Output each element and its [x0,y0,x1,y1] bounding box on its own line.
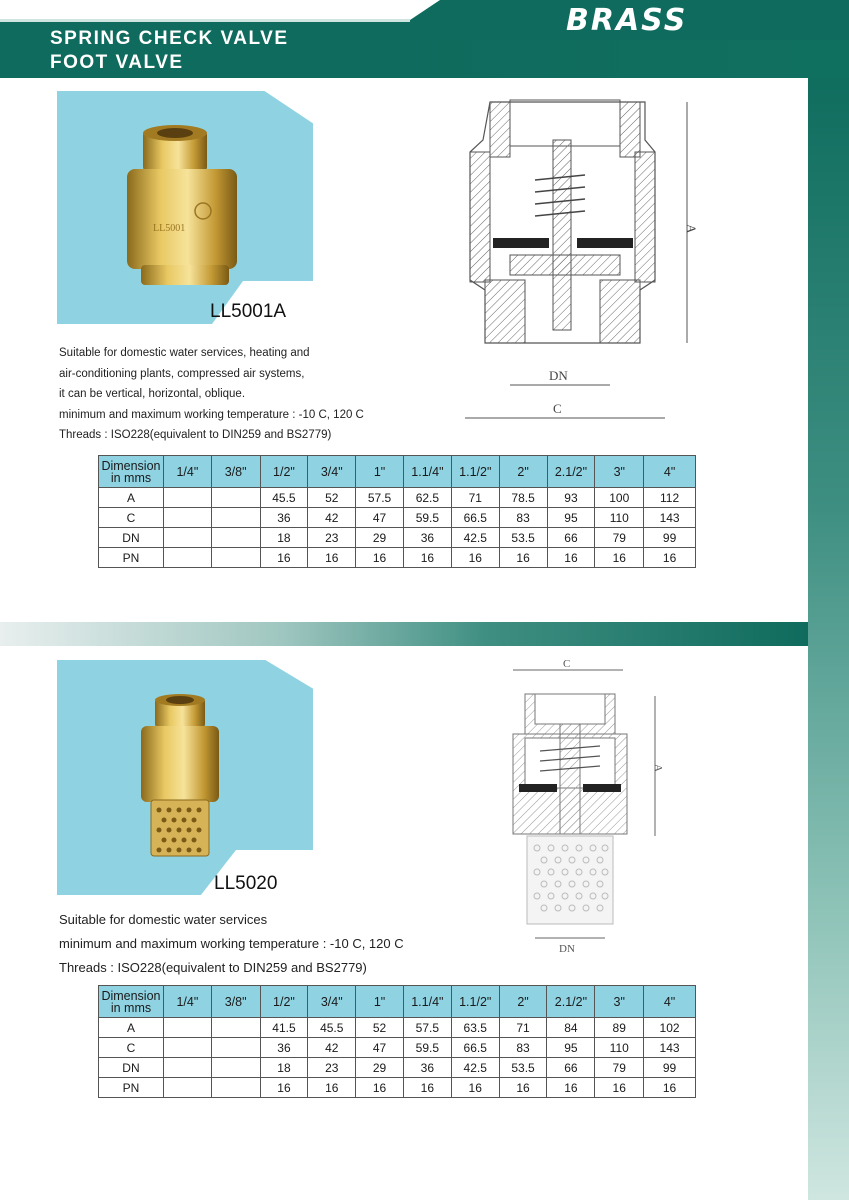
check-valve-photo [57,91,313,324]
table-cell: 78.5 [499,488,547,508]
product2-description: Suitable for domestic water services minimum and maximum working temperature : -10 C, 120 C Threads : ISO228(equivalent to DIN259 and BS2779) [59,912,404,975]
table-cell: 99 [644,1058,696,1078]
page-title-line1: SPRING CHECK VALVE [50,28,289,49]
table-cell: 16 [403,548,451,568]
product1-dimension-table [98,455,696,568]
table-cell: 16 [547,548,595,568]
table-cell [163,1018,211,1038]
label-dn: DN [549,368,568,383]
table-cell: 16 [451,548,499,568]
page-header [0,0,849,80]
table-cell: 95 [547,508,595,528]
table-cell: 45.5 [308,1018,356,1038]
table-cell [211,508,260,528]
table-cell: 41.5 [260,1018,308,1038]
table-cell: 29 [356,1058,404,1078]
table-cell: 16 [260,548,308,568]
table-cell [163,488,211,508]
table-cell: 143 [644,508,696,528]
table-cell: 52 [308,488,356,508]
table-cell: 16 [595,548,644,568]
table-cell: 42.5 [451,528,499,548]
product2-photo-frame [57,660,313,895]
table-cell [163,548,211,568]
brand-label: BRASS [566,3,688,38]
table-cell [211,528,260,548]
foot-valve-photo [57,660,313,895]
dimension-header: Dimension in mms [99,986,164,1018]
table-cell: 42 [308,508,356,528]
table-cell: 66.5 [451,1038,499,1058]
table-cell: 36 [260,1038,308,1058]
table-cell: 79 [595,1058,644,1078]
table-row [99,488,696,508]
table-cell: 53.5 [499,528,547,548]
table-row [99,528,696,548]
dimension-header: Dimension in mms [99,456,164,488]
table-cell: 23 [308,528,356,548]
table-cell: 110 [595,508,644,528]
table-cell: 42.5 [451,1058,499,1078]
table-cell: 42 [308,1038,356,1058]
table-cell [163,508,211,528]
table-cell: 16 [644,1078,696,1098]
table-cell: 57.5 [356,488,404,508]
label-c: C [553,401,562,416]
product2-section-drawing [495,656,670,961]
product1-description: Suitable for domestic water services, heating and air-conditioning plants, compressed air systems, it can be vertical, horizontal, oblique. minimum and maximum working temperature : -10 C, 120 C Threads : ISO228(equivalent to DIN259 and BS2779) [59,347,364,441]
table-cell: 100 [595,488,644,508]
table-cell: 36 [403,1058,451,1078]
table-cell: 16 [644,548,696,568]
table-cell: 16 [595,1078,644,1098]
table-cell: 59.5 [403,1038,451,1058]
table-cell: 47 [356,1038,404,1058]
product1-model: LL5001A [210,301,287,322]
table-cell: 71 [499,1018,547,1038]
right-decor-strip [808,48,849,1200]
table-cell: 52 [356,1018,404,1038]
table-cell: 45.5 [260,488,308,508]
table-cell [163,1038,211,1058]
table-row [99,508,696,528]
page-title-line2: FOOT VALVE [50,52,184,73]
table-cell: 18 [260,528,308,548]
table-cell [211,1078,260,1098]
table-cell: 57.5 [403,1018,451,1038]
row-label: DN [99,528,164,548]
table-cell: 99 [644,528,696,548]
table-cell: 79 [595,528,644,548]
svg-text:LL5001: LL5001 [153,223,186,234]
table-cell: 93 [547,488,595,508]
table-cell: 143 [644,1038,696,1058]
row-label: DN [99,1058,164,1078]
table-row [99,1038,696,1058]
table-cell: 16 [499,548,547,568]
table-cell: 102 [644,1018,696,1038]
table-cell: 29 [356,528,404,548]
table-header-row: Dimension in mms 1/4" 3/8" 1/2" 3/4" 1" 1.1/4" 1.1/2" 2" 2.1/2" 3" 4" [99,986,696,1018]
product1-photo-frame [57,91,313,324]
table-cell: 16 [356,1078,404,1098]
section-divider [0,622,808,646]
table-cell [163,1078,211,1098]
product1-section-drawing [455,80,705,425]
table-cell: 16 [451,1078,499,1098]
table-cell: 71 [451,488,499,508]
table-cell: 110 [595,1038,644,1058]
table-cell [163,1058,211,1078]
table-row [99,1078,696,1098]
table-row [99,548,696,568]
table-cell: 62.5 [403,488,451,508]
table-cell: 112 [644,488,696,508]
table-cell: 16 [308,1078,356,1098]
table-cell [211,488,260,508]
table-cell: 59.5 [403,508,451,528]
product2-model: LL5020 [214,873,278,894]
row-label: A [99,1018,164,1038]
table-cell: 83 [499,1038,547,1058]
table-cell: 16 [547,1078,595,1098]
table-cell [211,548,260,568]
table-cell: 66 [547,1058,595,1078]
table-cell: 16 [356,548,404,568]
label-a2: A [652,764,664,772]
table-cell: 66.5 [451,508,499,528]
table-cell: 53.5 [499,1058,547,1078]
table-cell: 83 [499,508,547,528]
table-cell: 18 [260,1058,308,1078]
table-row [99,1058,696,1078]
table-cell [211,1038,260,1058]
table-row [99,1018,696,1038]
table-cell: 16 [499,1078,547,1098]
table-cell: 95 [547,1038,595,1058]
label-c2: C [563,658,571,670]
table-cell [211,1058,260,1078]
product2-dimension-table [98,985,696,1098]
row-label: PN [99,1078,164,1098]
table-cell: 23 [308,1058,356,1078]
table-cell: 63.5 [451,1018,499,1038]
table-cell: 66 [547,528,595,548]
table-cell: 84 [547,1018,595,1038]
row-label: A [99,488,164,508]
table-cell: 36 [403,528,451,548]
table-cell: 47 [356,508,404,528]
table-cell: 16 [260,1078,308,1098]
table-cell: 16 [308,548,356,568]
row-label: C [99,1038,164,1058]
table-cell: 89 [595,1018,644,1038]
table-cell [163,528,211,548]
table-cell [211,1018,260,1038]
table-cell: 36 [260,508,308,528]
table-cell: 16 [403,1078,451,1098]
label-dn2: DN [559,943,575,955]
row-label: PN [99,548,164,568]
table-header-row: Dimension in mms 1/4" 3/8" 1/2" 3/4" 1" 1.1/4" 1.1/2" 2" 2.1/2" 3" 4" [99,456,696,488]
label-a: A [684,224,699,234]
row-label: C [99,508,164,528]
